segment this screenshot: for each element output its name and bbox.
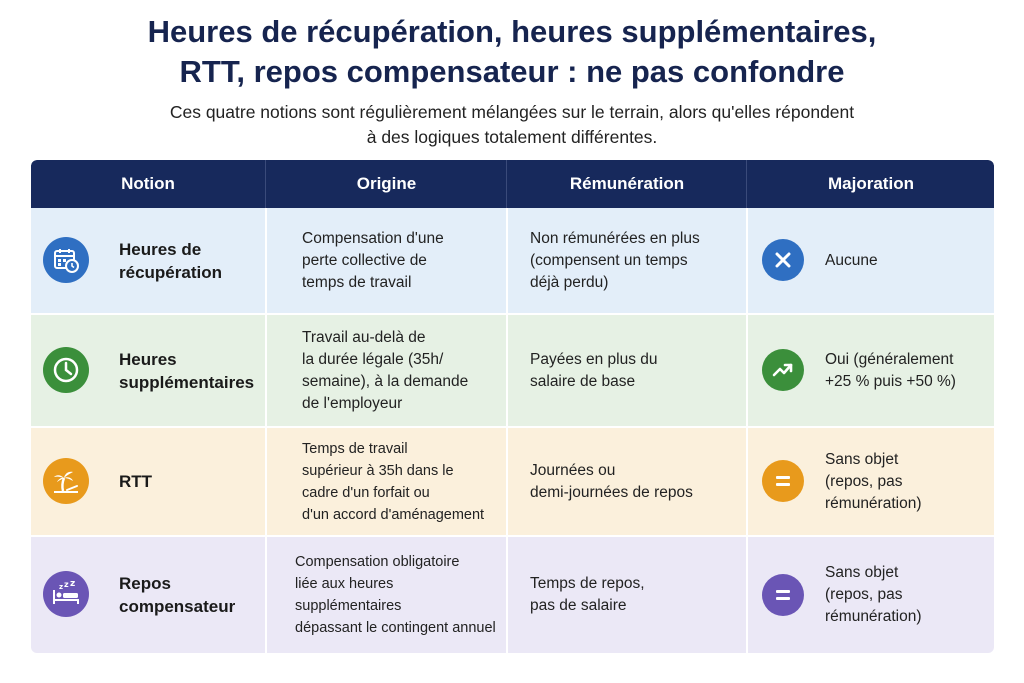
table-row-heures-sup	[31, 315, 994, 426]
cell-notion	[31, 208, 265, 313]
origine-text	[302, 228, 444, 294]
remuneration-line: Temps de repos,	[530, 575, 645, 592]
majoration-line: (repos, pas	[825, 472, 903, 490]
notion-line: RTT	[119, 472, 153, 491]
majoration-text	[825, 449, 922, 515]
clock-icon	[43, 347, 89, 393]
page-subtitle	[0, 100, 1024, 150]
svg-text:z: z	[59, 583, 64, 591]
origine-text	[295, 551, 496, 639]
remuneration-line: pas de salaire	[530, 597, 627, 614]
cell-notion	[31, 428, 265, 535]
svg-text:z: z	[64, 580, 69, 589]
svg-text:z: z	[70, 579, 76, 589]
equals-icon	[762, 574, 804, 616]
origine-line: Temps de travail	[302, 440, 408, 457]
remuneration-text	[530, 228, 700, 294]
sleep-bed-icon	[43, 571, 89, 617]
header-remuneration: Rémunération	[506, 160, 747, 208]
cell-remuneration	[506, 208, 748, 313]
remuneration-text	[530, 460, 693, 504]
header-origine: Origine	[265, 160, 507, 208]
subtitle-line-2: à des logiques totalement différentes.	[366, 127, 658, 147]
origine-line: supérieur à 35h dans le	[302, 462, 454, 479]
cell-notion	[31, 315, 265, 426]
equals-icon	[762, 460, 804, 502]
title-line-1: Heures de récupération, heures supplémentaires,	[147, 14, 877, 49]
notion-line: récupération	[119, 262, 222, 282]
majoration-line: Aucune	[825, 251, 878, 269]
origine-line: Travail au-delà de	[302, 328, 426, 346]
cell-remuneration	[506, 428, 748, 535]
remuneration-line: déjà perdu)	[530, 273, 609, 291]
cell-remuneration	[506, 537, 748, 653]
subtitle-line-1: Ces quatre notions sont régulièrement mélangées sur le terrain, alors qu'elles répondent	[169, 102, 855, 122]
notion-label	[119, 348, 254, 394]
origine-line: supplémentaires	[295, 598, 402, 614]
notion-label	[119, 572, 235, 618]
remuneration-line: Journées ou	[530, 461, 616, 479]
remuneration-text	[530, 573, 645, 617]
page-title	[0, 12, 1024, 92]
remuneration-line: Payées en plus du	[530, 350, 658, 368]
majoration-line: +25 % puis +50 %)	[825, 372, 956, 390]
notion-line: Heures	[119, 349, 177, 369]
origine-line: Compensation obligatoire	[295, 554, 460, 570]
cross-icon	[762, 239, 804, 281]
notion-label	[119, 470, 152, 493]
origine-line: liée aux heures	[295, 576, 394, 592]
majoration-line: rémunération)	[825, 608, 922, 625]
notion-line: supplémentaires	[119, 372, 255, 392]
origine-text	[302, 327, 468, 415]
majoration-text	[825, 562, 922, 628]
table-row-recuperation	[31, 208, 994, 313]
remuneration-line: salaire de base	[530, 372, 636, 390]
origine-line: cadre d'un forfait ou	[302, 484, 430, 501]
cell-majoration	[746, 315, 994, 426]
origine-line: perte collective de	[302, 251, 427, 269]
origine-line: temps de travail	[302, 273, 412, 291]
calendar-clock-icon	[43, 237, 89, 283]
cell-remuneration	[506, 315, 748, 426]
cell-majoration	[746, 428, 994, 535]
majoration-line: Oui (généralement	[825, 350, 954, 368]
majoration-text	[825, 349, 956, 393]
majoration-line: (repos, pas	[825, 586, 903, 603]
comparison-table	[31, 160, 994, 653]
majoration-line: Sans objet	[825, 564, 899, 581]
origine-line: dépassant le contingent annuel	[295, 620, 496, 636]
trend-up-icon	[762, 349, 804, 391]
notion-line: Repos	[119, 574, 171, 593]
cell-notion	[31, 537, 265, 653]
table-row-repos-compensateur	[31, 537, 994, 653]
majoration-text	[825, 250, 878, 272]
cell-majoration	[746, 208, 994, 313]
cell-origine	[265, 208, 508, 313]
palm-tree-icon	[43, 458, 89, 504]
remuneration-line: Non rémunérées en plus	[530, 229, 700, 247]
origine-line: la durée légale (35h/	[302, 350, 444, 368]
header-majoration: Majoration	[746, 160, 994, 208]
cell-origine	[265, 537, 508, 653]
notion-label	[119, 238, 222, 284]
table-row-rtt	[31, 428, 994, 535]
title-line-2: RTT, repos compensateur : ne pas confondre	[179, 54, 845, 89]
header-notion: Notion	[121, 174, 175, 193]
table-header	[31, 160, 994, 208]
majoration-line: rémunération)	[825, 494, 922, 512]
origine-line: semaine), à la demande	[302, 372, 469, 390]
remuneration-text	[530, 349, 658, 393]
origine-line: Compensation d'une	[302, 229, 444, 247]
notion-line: Heures de	[119, 239, 202, 259]
origine-text	[302, 438, 484, 526]
origine-line: d'un accord d'aménagement	[302, 506, 485, 523]
cell-majoration	[746, 537, 994, 653]
origine-line: de l'employeur	[302, 394, 403, 412]
cell-origine	[265, 428, 508, 535]
majoration-line: Sans objet	[825, 450, 899, 468]
cell-origine	[265, 315, 508, 426]
remuneration-line: (compensent un temps	[530, 251, 688, 269]
remuneration-line: demi-journées de repos	[530, 483, 693, 501]
notion-line: compensateur	[119, 597, 236, 616]
